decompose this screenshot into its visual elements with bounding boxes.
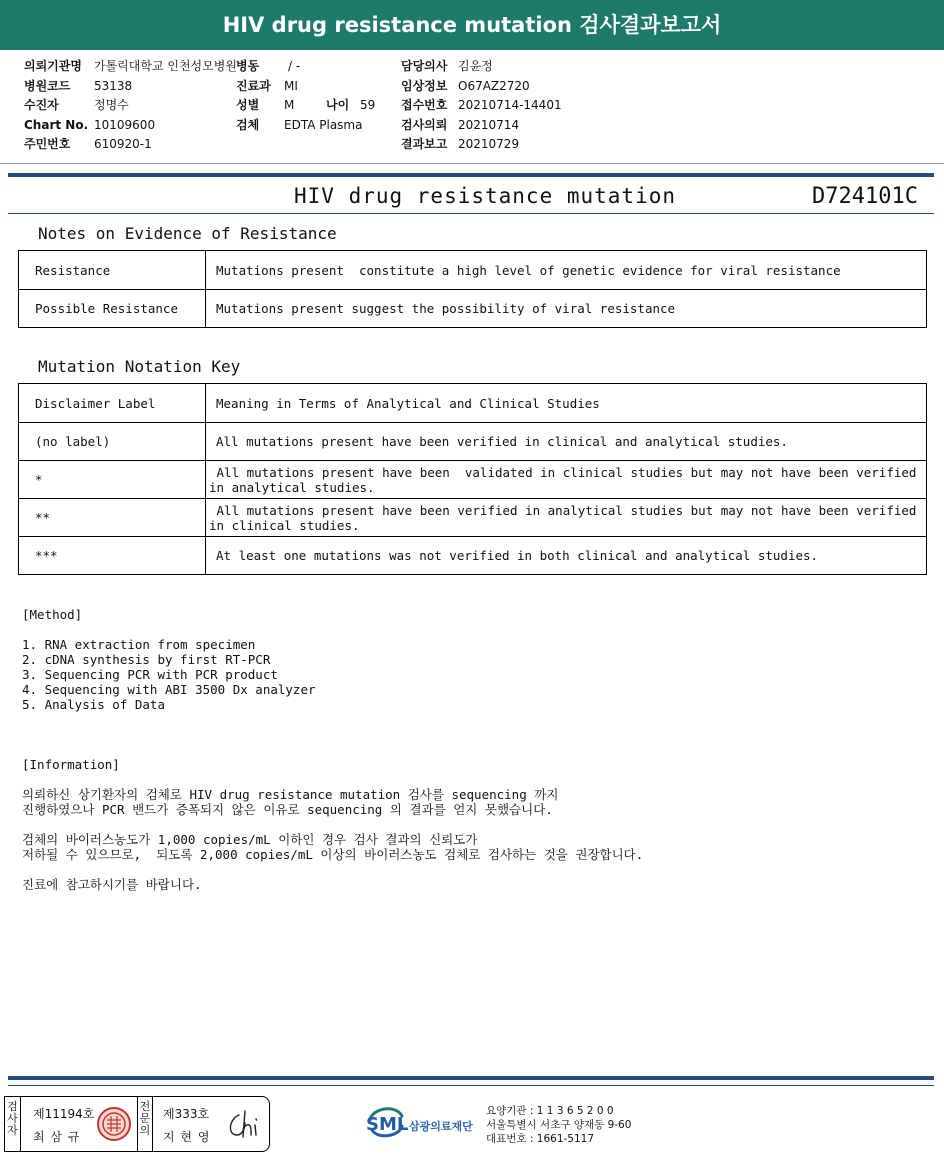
method-step: 3. Sequencing PCR with PCR product xyxy=(22,667,278,682)
notes-table xyxy=(18,250,927,328)
key-text: At least one mutations was not verified in both clinical and analytical studies. xyxy=(206,537,927,575)
notes-heading: Notes on Evidence of Resistance xyxy=(38,224,337,243)
stamp-number: 제11194호 xyxy=(33,1107,95,1121)
info-value: 20210714 xyxy=(458,117,520,132)
seal-icon xyxy=(96,1106,132,1142)
address-block xyxy=(486,1104,631,1146)
title-rule-top xyxy=(8,173,934,177)
table-row xyxy=(19,461,927,499)
logo-text: SML xyxy=(366,1114,409,1135)
info-value: 10109600 xyxy=(94,117,156,132)
method-step: 5. Analysis of Data xyxy=(22,697,165,712)
notes-text: Mutations present suggest the possibility of viral resistance xyxy=(206,290,927,328)
notes-label: Resistance xyxy=(19,251,206,290)
table-row xyxy=(19,499,927,537)
method-step: 2. cDNA synthesis by first RT-PCR xyxy=(22,652,271,667)
info-value: EDTA Plasma xyxy=(284,117,363,132)
table-row xyxy=(19,537,927,575)
info-label: 주민번호 xyxy=(24,137,71,151)
address-line: 대표번호 : 1661-5117 xyxy=(486,1133,595,1145)
info-value: M xyxy=(284,98,295,112)
report-banner: HIV drug resistance mutation 검사결과보고서 xyxy=(0,0,944,50)
report-code: D724101C xyxy=(812,184,918,209)
info-value: / - xyxy=(288,59,301,73)
age-label: 나이 xyxy=(326,98,350,112)
info-label: 병동 xyxy=(236,59,260,73)
info-label: 담당의사 xyxy=(401,59,448,73)
info-label: 의뢰기관명 xyxy=(24,59,82,73)
stamp-side-label: 전문의 xyxy=(137,1097,153,1151)
stamp-name: 최 삼 규 xyxy=(33,1130,81,1144)
header-divider xyxy=(0,163,944,164)
info-value: 정명수 xyxy=(94,98,129,112)
key-label: *** xyxy=(19,537,206,575)
key-heading: Mutation Notation Key xyxy=(38,357,241,376)
info-value: MI xyxy=(284,78,298,93)
info-col-1 xyxy=(24,57,237,155)
info-value: 20210714-14401 xyxy=(458,98,562,112)
information-line: 저하될 수 있으므로, 되도록 2,000 copies/mL 이상의 바이러스농도 검체로 검사하는 것을 권장합니다. xyxy=(22,847,644,862)
info-value: 20210729 xyxy=(458,137,520,151)
age-value: 59 xyxy=(360,98,376,112)
stamp-name: 지 현 영 xyxy=(163,1130,211,1144)
information-line: 진료에 참고하시기를 바랍니다. xyxy=(22,877,202,892)
info-value: 610920-1 xyxy=(94,137,152,151)
info-value: 53138 xyxy=(94,78,133,93)
info-value: O67AZ2720 xyxy=(458,78,530,93)
info-col-2 xyxy=(236,57,375,135)
key-text: All mutations present have been validated in clinical studies but may not have been verified in analytical studies. xyxy=(206,461,927,499)
key-label: * xyxy=(19,461,206,499)
org-name: 삼광의료재단 xyxy=(409,1120,473,1133)
address-line: 요양기관 : 1 1 3 6 5 2 0 0 xyxy=(486,1105,614,1117)
table-row xyxy=(19,384,927,423)
info-label: 수진자 xyxy=(24,98,59,112)
method-step: 1. RNA extraction from specimen xyxy=(22,637,256,652)
signature-icon xyxy=(223,1107,263,1141)
info-label: Chart No. xyxy=(24,117,89,132)
signature-box xyxy=(4,1096,270,1152)
info-value: 가톨릭대학교 인천성모병원 xyxy=(94,59,237,73)
info-label: 검사의뢰 xyxy=(401,117,448,132)
info-label: 성별 xyxy=(236,98,260,112)
table-row xyxy=(19,423,927,461)
footer-rule-bottom xyxy=(8,1085,934,1086)
stamp-number: 제333호 xyxy=(163,1107,210,1121)
report-title: HIV drug resistance mutation xyxy=(294,184,677,208)
key-table xyxy=(18,383,927,575)
key-text: All mutations present have been verified in clinical and analytical studies. xyxy=(206,423,927,461)
key-text: All mutations present have been verified in analytical studies but may not have been verified in clinical studies. xyxy=(206,499,927,537)
info-label: 접수번호 xyxy=(401,98,448,112)
information-heading: [Information] xyxy=(22,757,120,772)
information-line: 검체의 바이러스농도가 1,000 copies/mL 이하인 경우 검사 결과의 신뢰도가 xyxy=(22,832,478,847)
notes-label: Possible Resistance xyxy=(19,290,206,328)
info-label: 결과보고 xyxy=(401,137,448,151)
information-line: 진행하였으나 PCR 밴드가 증폭되지 않은 이유로 sequencing 의 결과를 얻지 못했습니다. xyxy=(22,802,553,817)
table-row xyxy=(19,251,927,290)
footer-rule-top xyxy=(8,1076,934,1080)
info-col-3 xyxy=(401,57,562,155)
key-text: Meaning in Terms of Analytical and Clinical Studies xyxy=(206,384,927,423)
information-line: 의뢰하신 상기환자의 검체로 HIV drug resistance mutation 검사를 sequencing 까지 xyxy=(22,787,559,802)
info-label: 병원코드 xyxy=(24,78,71,93)
info-value: 김윤정 xyxy=(458,59,493,73)
info-label: 검체 xyxy=(236,117,260,132)
info-label: 임상정보 xyxy=(401,78,448,93)
info-label: 진료과 xyxy=(236,78,271,93)
method-step: 4. Sequencing with ABI 3500 Dx analyzer xyxy=(22,682,316,697)
key-label: Disclaimer Label xyxy=(19,384,206,423)
key-label: (no label) xyxy=(19,423,206,461)
key-label: ** xyxy=(19,499,206,537)
address-line: 서울특별시 서초구 양재동 9-60 xyxy=(486,1119,632,1131)
method-heading: [Method] xyxy=(22,607,83,622)
table-row xyxy=(19,290,927,328)
stamp-side-label: 검사자 xyxy=(5,1097,21,1151)
title-rule-bottom xyxy=(8,213,934,214)
notes-text: Mutations present constitute a high level of genetic evidence for viral resistance xyxy=(206,251,927,290)
